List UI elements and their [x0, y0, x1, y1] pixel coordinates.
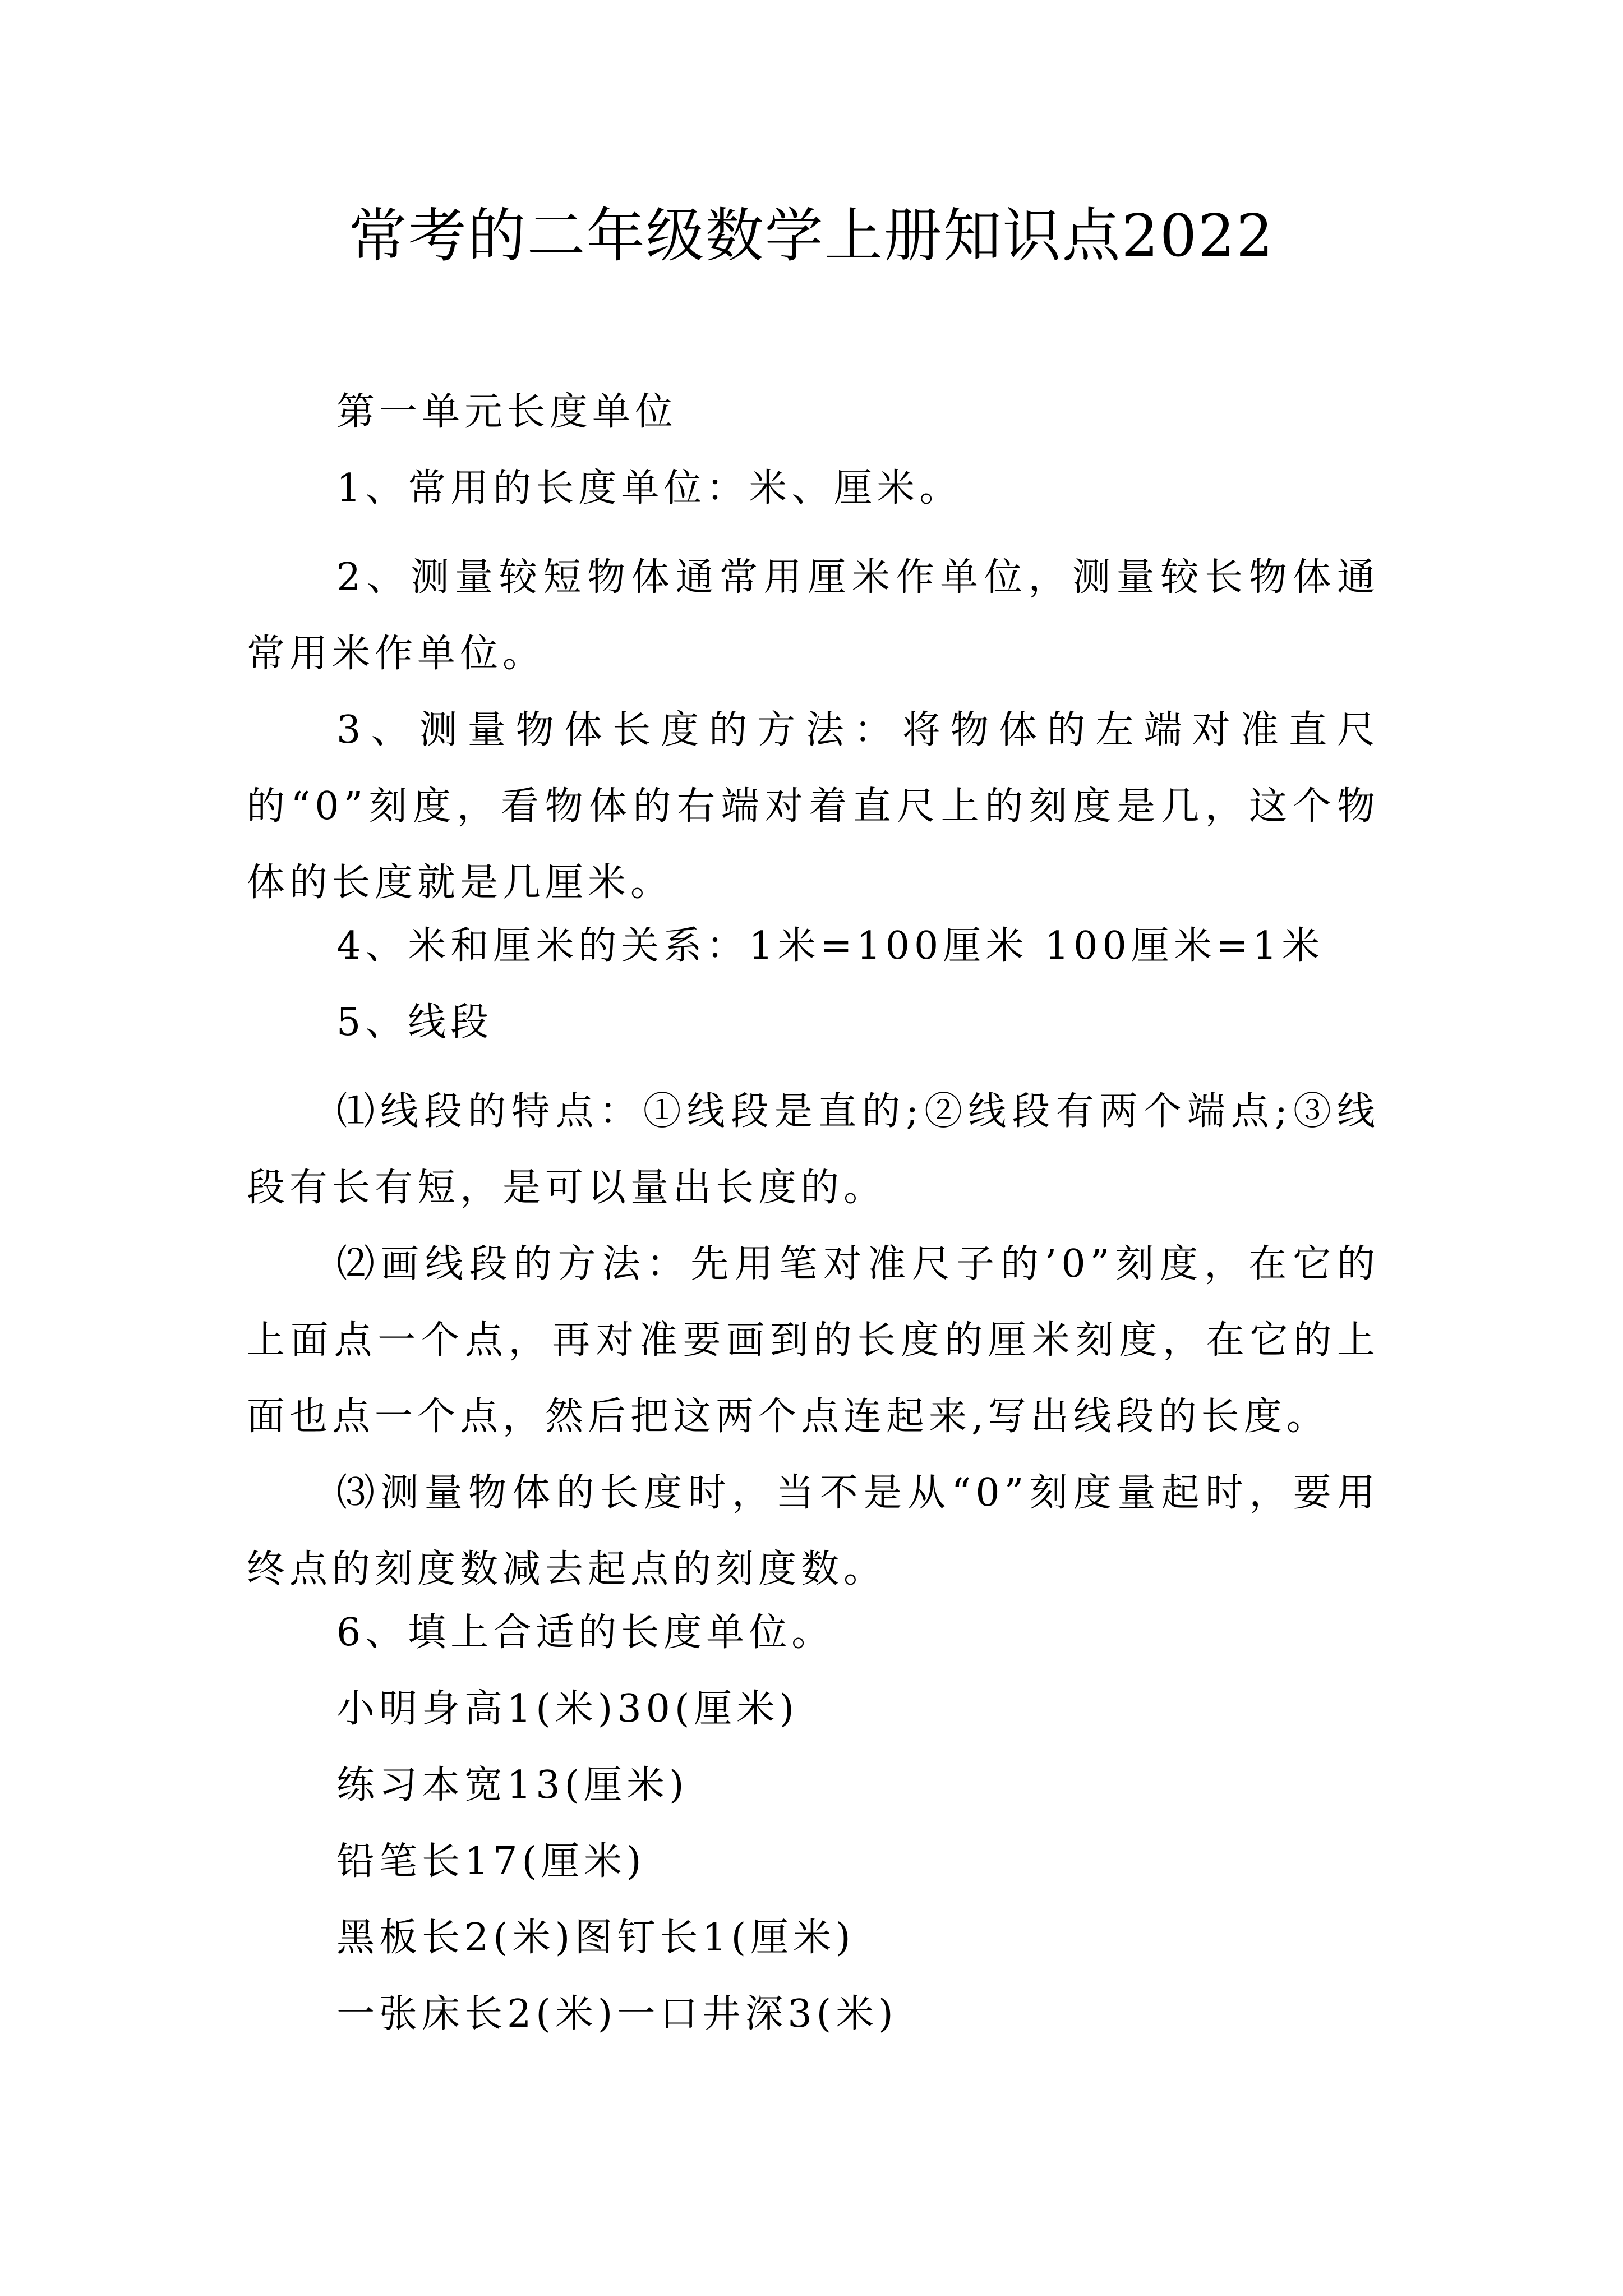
example-5: 一张床长2(米)一口井深3(米) — [336, 1992, 898, 2036]
example-3: 铅笔长17(厘米) — [336, 1839, 646, 1884]
item-5-2: ⑵画线段的方法：先用笔对准尺子的’0”刻度，在它的上面点一个点，再对准要画到的长度的厘米刻度，在它的上面也点一个点，然后把这两个点连起来,写出线段的长度。 — [247, 1242, 1380, 1439]
item-6: 6、填上合适的长度单位。 — [336, 1611, 834, 1655]
item-5: 5、线段 — [336, 1000, 494, 1045]
item-5-3: ⑶测量物体的长度时，当不是从“0”刻度量起时，要用终点的刻度数减去起点的刻度数。 — [247, 1471, 1380, 1591]
item-1: 1、常用的长度单位：米、厘米。 — [336, 466, 962, 510]
item-2: 2、测量较短物体通常用厘米作单位，测量较长物体通常用米作单位。 — [247, 555, 1380, 676]
unit-heading: 第一单元长度单位 — [336, 390, 678, 434]
item-5-1: ⑴线段的特点：①线段是直的;②线段有两个端点;③线段有长有短，是可以量出长度的。 — [247, 1089, 1380, 1210]
example-1: 小明身高1(米)30(厘米) — [336, 1687, 799, 1731]
document-title: 常考的二年级数学上册知识点2022 — [348, 201, 1275, 270]
item-3: 3、测量物体长度的方法：将物体的左端对准直尺的“0”刻度，看物体的右端对着直尺上的刻度是几，这个物体的长度就是几厘米。 — [247, 708, 1380, 905]
item-4: 4、米和厘米的关系：1米=100厘米 100厘米=1米 — [336, 924, 1324, 968]
example-4: 黑板长2(米)图钉长1(厘米) — [336, 1916, 855, 1960]
example-2: 练习本宽13(厘米) — [336, 1763, 689, 1807]
